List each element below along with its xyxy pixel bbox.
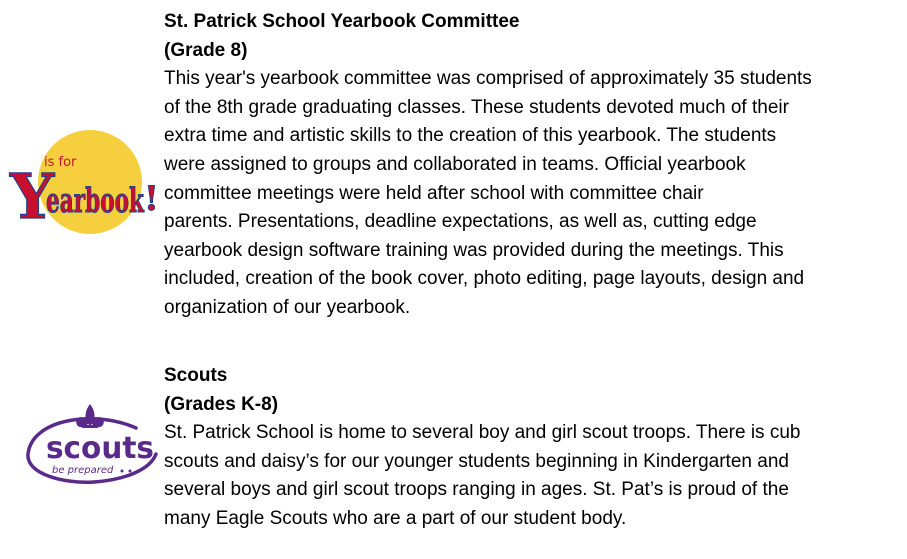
- scouts-text-block: [164, 362, 899, 534]
- scouts-grade: (Grades K-8): [164, 393, 279, 415]
- yearbook-line: included, creation of the book cover, photo editing, page layouts, design and: [164, 268, 805, 290]
- logo-word-text: earbook: [46, 181, 145, 221]
- yearbook-title: St. Patrick School Yearbook Committee: [164, 11, 520, 32]
- yearbook-logo: [8, 126, 160, 236]
- logo-exclamation: !: [144, 179, 159, 219]
- logo-y-letter: Y: [10, 160, 55, 233]
- yearbook-line: parents. Presentations, deadline expectations, as well as, cutting edge: [164, 211, 757, 233]
- scouts-word: scouts: [46, 431, 154, 466]
- logo-is-for-text: is for: [44, 155, 77, 170]
- yearbook-section: [0, 8, 907, 328]
- scouts-line: many Eagle Scouts who are a part of our student body.: [164, 507, 627, 529]
- scouts-line: scouts and daisy’s for our younger students beginning in Kindergarten and: [164, 450, 789, 472]
- yearbook-line: organization of our yearbook.: [164, 296, 411, 318]
- yearbook-line: extra time and artistic skills to the creation of this yearbook. The students: [164, 125, 777, 147]
- yearbook-line: were assigned to groups and collaborated in teams. Official yearbook: [164, 153, 746, 175]
- yearbook-line: committee meetings were held after school with committee chair: [164, 182, 704, 204]
- yearbook-grade: (Grade 8): [164, 39, 248, 61]
- scouts-line: St. Patrick School is home to several boy and girl scout troops. There is cub: [164, 422, 801, 444]
- yearbook-line: yearbook design software training was provided during the meetings. This: [164, 239, 784, 261]
- scouts-line: several boys and girl scout troops ranging in ages. St. Pat’s is proud of the: [164, 479, 789, 501]
- scouts-logo: [24, 402, 159, 487]
- scouts-tagline: be prepared: [52, 465, 114, 476]
- yearbook-line: This year's yearbook committee was comprised of approximately 35 students: [164, 68, 812, 90]
- fleur-de-lis-icon: [76, 404, 104, 428]
- scouts-title: Scouts: [164, 365, 228, 386]
- yearbook-text-block: [164, 8, 899, 323]
- scouts-section: [0, 362, 907, 552]
- yearbook-line: of the 8th grade graduating classes. These students devoted much of their: [164, 96, 789, 118]
